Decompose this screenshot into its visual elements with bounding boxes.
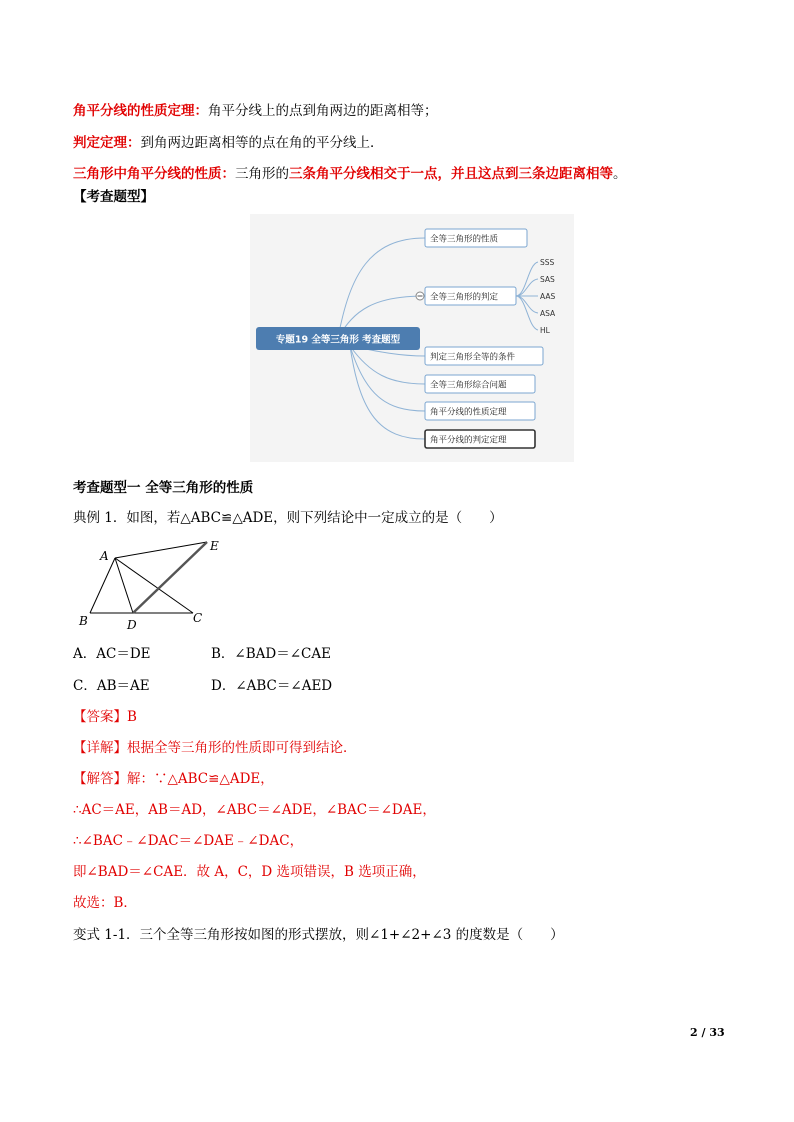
theorem-judgement-label: 判定定理： xyxy=(73,135,141,151)
solution-line: 即∠BAD＝∠CAE．故 A，C，D 选项错误，B 选项正确， xyxy=(73,864,426,880)
branch-line xyxy=(338,238,425,338)
mindmap-subnode: ASA xyxy=(540,309,556,318)
branch-line xyxy=(350,346,425,384)
mindmap-node-label: 全等三角形综合问题 xyxy=(430,380,507,391)
point-label-d: D xyxy=(127,618,137,632)
segment-ab xyxy=(90,558,115,613)
point-label-c: C xyxy=(193,611,203,625)
mindmap-subnode: SSS xyxy=(540,258,555,267)
theorem-property-label: 角平分线的性质定理： xyxy=(73,103,208,119)
triangle-figure-svg xyxy=(73,536,243,632)
segment-ad xyxy=(115,558,133,613)
option-d: D．∠ABC＝∠AED xyxy=(211,678,333,694)
sub-branch-line xyxy=(516,262,538,296)
mindmap-subnode: HL xyxy=(540,326,550,335)
option-b: B．∠BAD＝∠CAE xyxy=(211,646,331,662)
theorem-judgement-text: 到角两边距离相等的点在角的平分线上． xyxy=(140,135,384,151)
sub-branch-line xyxy=(516,279,538,296)
mindmap-root-label: 专题19 全等三角形 考查题型 xyxy=(275,334,401,346)
detail-line: 【详解】根据全等三角形的性质即可得到结论． xyxy=(73,740,357,756)
page-number: 2 / 33 xyxy=(690,1026,725,1039)
mindmap-diagram xyxy=(250,214,574,462)
solution-line: 故选：B． xyxy=(73,895,137,911)
section-title: 【考查题型】 xyxy=(73,189,154,205)
triangle-bisector-end: 。 xyxy=(613,166,627,182)
mindmap-node-label: 全等三角形的性质 xyxy=(430,234,499,245)
triangle-figure xyxy=(73,536,243,632)
example1-question: 典例 1．如图，若△ABC≌△ADE，则下列结论中一定成立的是（ ） xyxy=(73,510,503,526)
theorem-property-line xyxy=(73,102,438,120)
triangle-bisector-label: 三角形中角平分线的性质： xyxy=(73,166,235,182)
mindmap-svg xyxy=(250,214,574,462)
mindmap-node-label: 角平分线的性质定理 xyxy=(430,407,507,418)
option-a: A．AC＝DE xyxy=(73,646,151,662)
theorem-property-text: 角平分线上的点到角两边的距离相等； xyxy=(208,103,438,119)
mindmap-node-label: 全等三角形的判定 xyxy=(430,292,499,303)
sub-branch-line xyxy=(516,296,538,313)
option-c: C．AB＝AE xyxy=(73,678,150,694)
mindmap-node-label: 判定三角形全等的条件 xyxy=(430,352,516,363)
point-label-a: A xyxy=(100,549,109,563)
mindmap-subnode: AAS xyxy=(540,292,556,301)
point-label-b: B xyxy=(79,614,88,628)
mindmap-subnode: SAS xyxy=(540,275,555,284)
solution-line: ∴∠BAC﹣∠DAC＝∠DAE﹣∠DAC， xyxy=(73,833,304,849)
solution-line: 【解答】解：∵△ABC≌△ADE， xyxy=(73,771,274,787)
answer-line: 【答案】B xyxy=(73,709,137,725)
triangle-bisector-line xyxy=(73,165,627,183)
triangle-bisector-text: 三角形的 xyxy=(235,166,289,182)
triangle-bisector-emphasis: 三条角平分线相交于一点，并且这点到三条边距离相等 xyxy=(289,166,613,182)
sub-branch-line xyxy=(516,296,538,330)
variant-question: 变式 1-1．三个全等三角形按如图的形式摆放，则∠1+∠2+∠3 的度数是（ ） xyxy=(73,927,564,943)
point-label-e: E xyxy=(210,539,219,553)
solution-line: ∴AC＝AE，AB＝AD，∠ABC＝∠ADE，∠BAC＝∠DAE， xyxy=(73,802,436,818)
mindmap-node-label: 角平分线的判定定理 xyxy=(430,435,507,446)
theorem-judgement-line xyxy=(73,134,384,152)
type1-title: 考查题型一 全等三角形的性质 xyxy=(73,480,254,496)
